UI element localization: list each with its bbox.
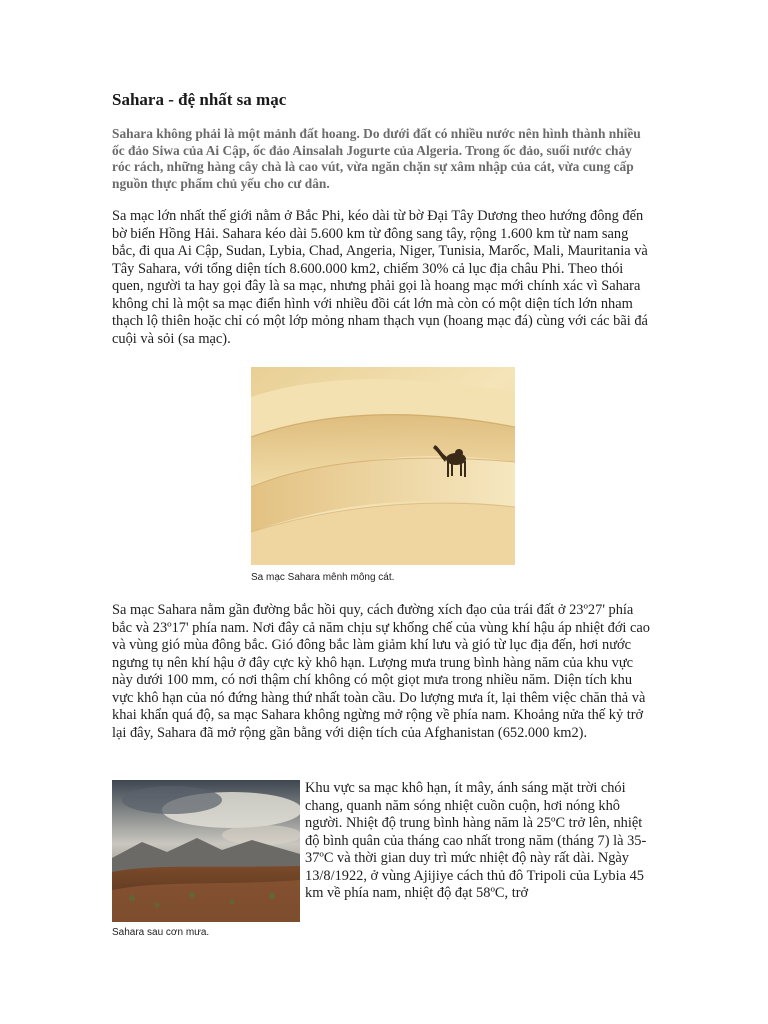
photo-caption-1: Sa mạc Sahara mênh mông cát.	[251, 572, 395, 583]
paragraph-2: Sa mạc Sahara nằm gần đường bắc hồi quy, cách đường xích đạo của trái đất ở 23º27' phía bắc và 23º17' phía nam. Nơi đây cả năm chịu sự khống chế của vùng khí hậu áp nhiệt đới cao và vùng gió mùa đông bắc. Gió đông bắc làm giảm khí lưu và gió từ lục địa đến, hơi nước ngưng tụ nên khí hậu ở đây cực kỳ khô hạn. Lượng mưa trung bình hàng năm của khu vực này dưới 100 mm, có nơi thậm chí không có một giọt mưa trong nhiều năm. Diện tích khu vực khô hạn của nó đứng hàng thứ nhất toàn cầu. Do lượng mưa ít, lại thêm việc chăn thả và khai khẩn quá độ, sa mạc Sahara không ngừng mở rộng về phía nam. Khoảng nửa thế kỷ trở lại đây, Sahara đã mở rộng gần bằng với diện tích của Afghanistan (652.000 km2).	[112, 602, 650, 741]
sahara-dunes-camel-photo	[251, 367, 515, 565]
article-lead: Sahara không phải là một mảnh đất hoang. Do dưới đất có nhiều nước nên hình thành nhiều ốc đảo Siwa của Ai Cập, ốc đảo Ainsalah Jogurte của Algeria. Trong ốc đảo, suối nước chảy róc rách, những hàng cây chà là cao vút, vừa ngăn chặn sự xâm nhập của cát, vừa cung cấp nguồn thực phẩm chủ yếu cho cư dân.	[112, 126, 641, 191]
paragraph-3: Khu vực sa mạc khô hạn, ít mây, ánh sáng mặt trời chói chang, quanh năm sóng nhiệt cuồn cuộn, hơi nóng khô người. Nhiệt độ trung bình hàng năm là 25ºC trở lên, nhiệt độ bình quân của tháng cao nhất trong năm (tháng 7) là 35-37ºC và thời gian duy trì mức nhiệt độ này rất dài. Ngày 13/8/1922, ở vùng Ajijiye cách thủ đô Tripoli của Lybia 45 km về phía nam, nhiệt độ đạt 58ºC, trở	[305, 780, 647, 901]
paragraph-1: Sa mạc lớn nhất thế giới nằm ở Bắc Phi, kéo dài từ bờ Đại Tây Dương theo hướng đông đến bờ biển Hồng Hải. Sahara kéo dài 5.600 km từ đông sang tây, rộng 1.600 km từ nam sang bắc, đi qua Ai Cập, Sudan, Lybia, Chad, Angeria, Niger, Tunisia, Marốc, Mali, Mauritania và Tây Sahara, với tổng diện tích 8.600.000 km2, chiếm 30% cả lục địa châu Phi. Theo thói quen, người ta hay gọi đây là sa mạc, nhưng phải gọi là hoang mạc mới chính xác vì Sahara không chỉ là một sa mạc điển hình với nhiều đồi cát lớn mà còn có một diện tích lớn nham thạch lộ thiên hoặc chỉ có một lớp mỏng nham thạch vụn (hoang mạc đá) cùng với các bãi đá cuội và sỏi (sa mạc).	[112, 208, 648, 347]
photo-caption-2: Sahara sau cơn mưa.	[112, 927, 210, 938]
article-title: Sahara - đệ nhất sa mạc	[112, 90, 287, 109]
sahara-after-rain-photo	[112, 780, 300, 922]
